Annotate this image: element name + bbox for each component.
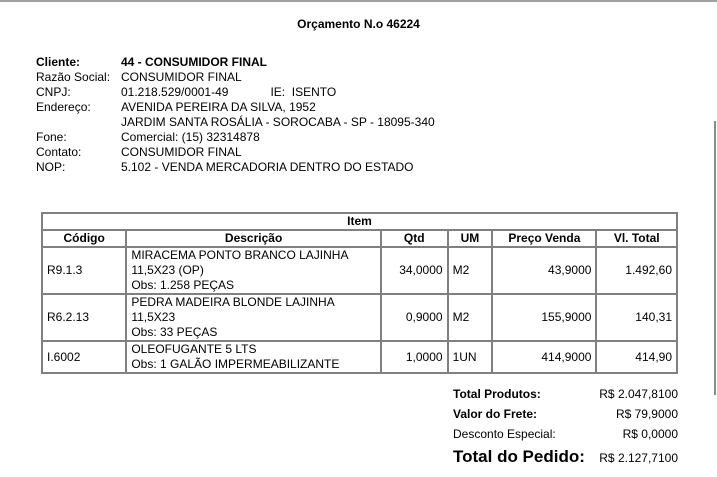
document-title: Orçamento N.o 46224 — [297, 17, 420, 31]
contato-label: Contato: — [36, 145, 82, 159]
table-row — [42, 247, 677, 294]
contato-row — [36, 145, 435, 160]
desconto-especial-row — [453, 427, 678, 447]
obs-line: Obs: 1.258 PEÇAS — [131, 278, 235, 292]
valor-frete-label: Valor do Frete: — [453, 407, 538, 421]
col-header-descricao: Descrição — [126, 230, 381, 247]
cell-um: M2 — [448, 294, 493, 341]
desconto-especial-label: Desconto Especial: — [453, 427, 556, 441]
razao-social-label: Razão Social: — [36, 70, 111, 84]
total-produtos-value: R$ 2.047,8100 — [599, 387, 678, 401]
cell-preco-venda: 43,9000 — [492, 247, 596, 294]
cell-qtd: 0,9000 — [381, 294, 448, 341]
nop-row — [36, 160, 435, 175]
cell-qtd: 34,0000 — [381, 247, 448, 294]
valor-frete-row — [453, 407, 678, 427]
obs-line: Obs: 33 PEÇAS — [131, 325, 218, 339]
cell-descricao — [126, 341, 381, 373]
desc-line: 11,5X23 (OP) — [131, 263, 204, 277]
total-pedido-value: R$ 2.127,7100 — [599, 451, 678, 465]
total-pedido-label: Total do Pedido: — [453, 447, 585, 466]
cell-um: M2 — [448, 247, 493, 294]
razao-social-row — [36, 70, 435, 85]
client-info-section — [36, 55, 435, 175]
cell-preco-venda: 155,9000 — [492, 294, 596, 341]
cell-codigo: R9.1.3 — [42, 247, 126, 294]
ie-value: ISENTO — [291, 85, 337, 99]
col-header-vl-total: Vl. Total — [596, 230, 677, 247]
cell-codigo: R6.2.13 — [42, 294, 126, 341]
cell-codigo: I.6002 — [42, 341, 126, 373]
total-pedido-row — [453, 447, 678, 467]
cnpj-row — [36, 85, 435, 100]
ie-label: IE: — [270, 85, 286, 99]
desc-line: PEDRA MADEIRA BLONDE LAJINHA 11,5X23 — [131, 295, 335, 324]
total-produtos-label: Total Produtos: — [453, 387, 541, 401]
desc-line: MIRACEMA PONTO BRANCO LAJINHA — [131, 248, 349, 262]
cnpj-label: CNPJ: — [36, 85, 71, 99]
table-row — [42, 294, 677, 341]
endereco-line2-label — [36, 115, 121, 130]
client-row — [36, 55, 435, 70]
table-group-header-row — [42, 213, 677, 230]
item-group-header: Item — [42, 213, 677, 230]
endereco-line2-value: JARDIM SANTA ROSÁLIA - SOROCABA - SP - 18095-340 — [121, 115, 435, 129]
vertical-scrollbar[interactable] — [714, 121, 716, 395]
totals-section — [453, 387, 678, 467]
endereco-label: Endereço: — [36, 100, 91, 114]
cell-qtd: 1,0000 — [381, 341, 448, 373]
fone-label: Fone: — [36, 130, 67, 144]
client-label: Cliente: — [36, 55, 81, 69]
endereco-line2-row — [36, 115, 435, 130]
endereco-row — [36, 100, 435, 115]
col-header-qtd: Qtd — [381, 230, 448, 247]
contato-value: CONSUMIDOR FINAL — [121, 145, 242, 159]
table-header-row — [42, 230, 677, 247]
razao-social-value: CONSUMIDOR FINAL — [121, 70, 242, 84]
col-header-preco-venda: Preço Venda — [492, 230, 596, 247]
cell-vl-total: 140,31 — [596, 294, 677, 341]
desc-line: OLEOFUGANTE 5 LTS — [131, 342, 257, 356]
cnpj-value: 01.218.529/0001-49 — [121, 85, 229, 99]
fone-row — [36, 130, 435, 145]
total-produtos-row — [453, 387, 678, 407]
col-header-um: UM — [448, 230, 493, 247]
cell-descricao — [126, 247, 381, 294]
cell-vl-total: 1.492,60 — [596, 247, 677, 294]
client-value: 44 - CONSUMIDOR FINAL — [121, 55, 268, 69]
table-row — [42, 341, 677, 373]
cell-preco-venda: 414,9000 — [492, 341, 596, 373]
cell-um: 1UN — [448, 341, 493, 373]
col-header-codigo: Código — [42, 230, 126, 247]
nop-value: 5.102 - VENDA MERCADORIA DENTRO DO ESTADO — [121, 160, 414, 174]
items-table — [41, 212, 678, 374]
fone-value: Comercial: (15) 32314878 — [121, 130, 260, 144]
desconto-especial-value: R$ 0,0000 — [622, 427, 678, 441]
nop-label: NOP: — [36, 160, 66, 174]
cell-descricao — [126, 294, 381, 341]
cell-vl-total: 414,90 — [596, 341, 677, 373]
top-border-line — [0, 0, 717, 2]
endereco-value: AVENIDA PEREIRA DA SILVA, 1952 — [121, 100, 316, 114]
obs-line: Obs: 1 GALÃO IMPERMEABILIZANTE — [131, 357, 340, 371]
valor-frete-value: R$ 79,9000 — [615, 407, 678, 421]
